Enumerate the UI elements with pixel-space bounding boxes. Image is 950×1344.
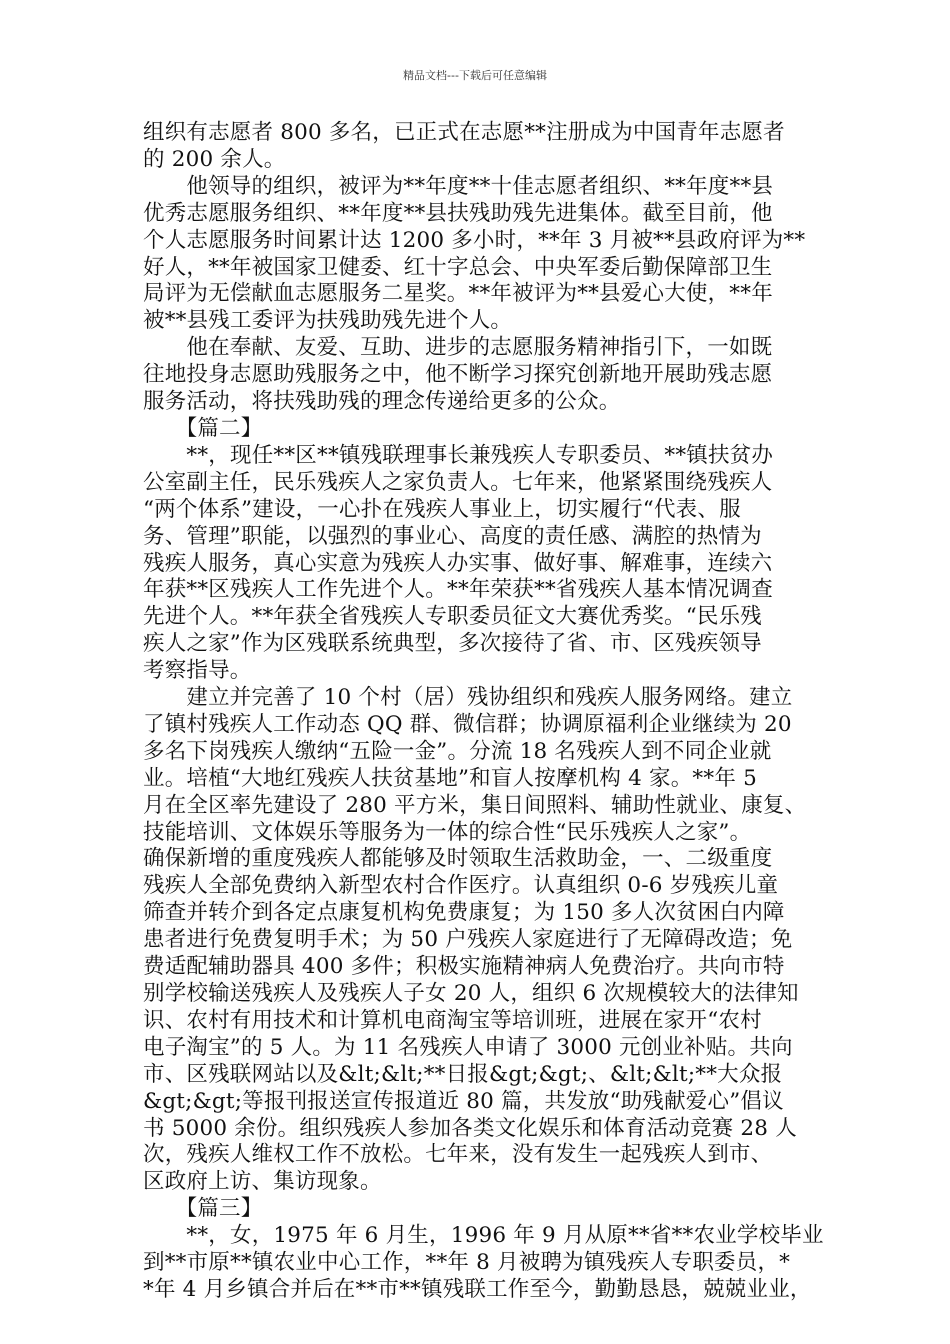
text-line: 区政府上访、集访现象。 — [143, 1169, 382, 1195]
text-line: 的 200 余人。 — [143, 146, 286, 172]
text-line: 优秀志愿服务组织、**年度**县扶残助残先进集体。截至目前，他 — [143, 200, 773, 226]
text-line: 筛查并转介到各定点康复机构免费康复；为 150 多人次贫困白内障 — [143, 900, 785, 926]
text-line: 往地投身志愿助残服务之中，他不断学习探究创新地开展助残志愿 — [143, 362, 773, 388]
text-line: 书 5000 余份。组织残疾人参加各类文化娱乐和体育活动竞赛 28 人 — [143, 1115, 797, 1141]
text-line: 被**县残工委评为扶残助残先进个人。 — [143, 308, 513, 334]
text-line: 先进个人。**年获全省残疾人专职委员征文大赛优秀奖。“民乐残 — [143, 604, 762, 630]
text-line: 确保新增的重度残疾人都能够及时领取生活救助金，一、二级重度 — [143, 846, 773, 872]
text-line: 残疾人全部免费纳入新型农村合作医疗。认真组织 0-6 岁残疾儿童 — [143, 873, 779, 899]
text-line: 服务活动，将扶残助残的理念传递给更多的公众。 — [143, 389, 621, 415]
text-line: 好人，**年被国家卫健委、红十字总会、中央军委后勤保障部卫生 — [143, 254, 773, 280]
text-line: 疾人之家”作为区残联系统典型，多次接待了省、市、区残疾领导 — [143, 631, 762, 657]
text-line: 残疾人服务，真心实意为残疾人办实事、做好事、解难事，连续六 — [143, 550, 773, 576]
text-line: 局评为无偿献血志愿服务二星奖。**年被评为**县爱心大使，**年 — [143, 281, 773, 307]
text-line: 他在奉献、友爱、互助、进步的志愿服务精神指引下，一如既 — [143, 335, 773, 361]
text-line: 患者进行免费复明手术；为 50 户残疾人家庭进行了无障碍改造；免 — [143, 927, 793, 953]
text-line: 考察指导。 — [143, 658, 252, 684]
text-line: 年获**区残疾人工作先进个人。**年荣获**省残疾人基本情况调查 — [143, 577, 773, 603]
text-line: 组织有志愿者 800 多名，已正式在志愿**注册成为中国青年志愿者 — [143, 120, 785, 145]
text-line: 【篇二】 — [143, 415, 263, 441]
text-line: 费适配辅助器具 400 多件；积极实施精神病人免费治疗。共向市特 — [143, 954, 785, 980]
text-line: 别学校输送残疾人及残疾人子女 20 人，组织 6 次规模较大的法律知 — [143, 981, 799, 1006]
text-line: 技能培训、文体娱乐等服务为一体的综合性“民乐残疾人之家”。 — [143, 819, 752, 845]
document-body — [143, 120, 823, 1304]
text-line: &gt;&gt;等报刊报送宣传报道近 80 篇，共发放“助残献爱心”倡议 — [143, 1088, 784, 1114]
text-line: 了镇村残疾人工作动态 QQ 群、微信群；协调原福利企业继续为 20 — [143, 711, 792, 737]
text-line: 他领导的组织，被评为**年度**十佳志愿者组织、**年度**县 — [143, 173, 774, 199]
text-line: **，女，1975 年 6 月生，1996 年 9 月从原**省**农业学校毕业 — [143, 1223, 824, 1249]
text-line: 务、管理”职能，以强烈的事业心、高度的责任感、满腔的热情为 — [143, 523, 762, 549]
text-line: 个人志愿服务时间累计达 1200 多小时，**年 3 月被**县政府评为** — [143, 227, 806, 253]
page-header: 精品文档---下载后可任意编辑 — [403, 69, 547, 82]
text-line: 建立并完善了 10 个村（居）残协组织和残疾人服务网络。建立 — [143, 685, 793, 711]
text-line: 业。培植“大地红残疾人扶贫基地”和盲人按摩机构 4 家。**年 5 — [143, 765, 757, 791]
text-line: 识、农村有用技术和计算机电商淘宝等培训班，进展在家开“农村 — [143, 1007, 762, 1033]
text-line: 月在全区率先建设了 280 平方米，集日间照料、辅助性就业、康复、 — [143, 792, 807, 818]
text-line: 到**市原**镇农业中心工作，**年 8 月被聘为镇残疾人专职委员，* — [143, 1250, 791, 1276]
text-line: 【篇三】 — [143, 1196, 263, 1222]
text-line: **，现任**区**镇残联理事长兼残疾人专职委员、**镇扶贫办 — [143, 442, 774, 468]
text-line: *年 4 月乡镇合并后在**市**镇残联工作至今，勤勤恳恳，兢兢业业， — [143, 1276, 812, 1302]
text-line: 市、区残联网站以及&lt;&lt;**日报&gt;&gt;、&lt;&lt;**大众报 — [143, 1061, 783, 1087]
text-line: 次，残疾人维权工作不放松。七年来，没有发生一起残疾人到市、 — [143, 1142, 773, 1168]
text-line: 电子淘宝”的 5 人。为 11 名残疾人申请了 3000 元创业补贴。共向 — [143, 1034, 793, 1060]
text-line: “两个体系”建设，一心扑在残疾人事业上，切实履行“代表、服 — [143, 496, 741, 522]
text-line: 多名下岗残疾人缴纳“五险一金”。分流 18 名残疾人到不同企业就 — [143, 738, 772, 764]
text-line: 公室副主任，民乐残疾人之家负责人。七年来，他紧紧围绕残疾人 — [143, 469, 773, 495]
